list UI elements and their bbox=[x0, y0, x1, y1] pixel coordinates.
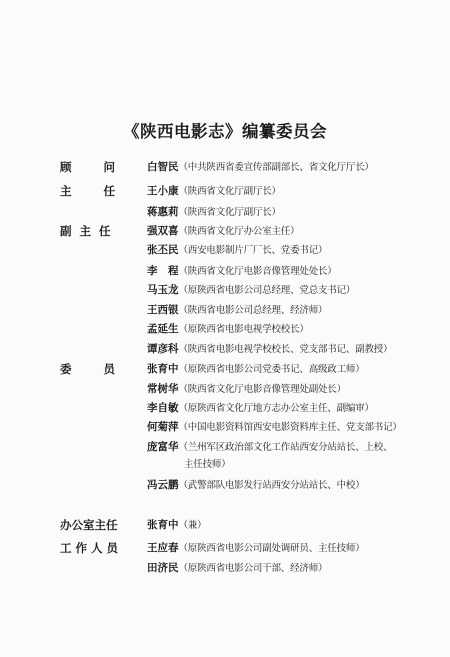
entry-note: （原陕西省电影公司干部、经济师） bbox=[178, 563, 328, 574]
entry-name: 李自敏 bbox=[147, 402, 179, 414]
committee-entry bbox=[147, 382, 346, 397]
entry-name: 蒋惠莉 bbox=[147, 206, 179, 218]
entry-name: 张育中 bbox=[147, 519, 179, 531]
entry-name: 谭彦科 bbox=[147, 343, 179, 355]
committee-entry bbox=[147, 440, 392, 455]
committee-entry bbox=[147, 160, 374, 175]
entry-note: （陕西省文化厅电影音像管理处处长） bbox=[178, 266, 337, 277]
entry-name: 王小康 bbox=[147, 185, 179, 197]
entry-note: （原陕西省电影公司总经理、党总支书记） bbox=[178, 285, 356, 296]
entry-name: 王西银 bbox=[147, 304, 179, 316]
entry-note: （西安电影制片厂厂长、党委书记） bbox=[178, 245, 328, 256]
entry-note: （中共陕西省委宣传部副部长、省文化厅厅长） bbox=[178, 162, 374, 173]
committee-entry bbox=[147, 362, 365, 377]
committee-entry bbox=[147, 322, 309, 337]
role-staff: 工 作 人 员 bbox=[60, 541, 119, 555]
entry-note: （中国电影资料馆西安电影资料库主任、党支部书记） bbox=[178, 422, 402, 433]
page-title: 《陕西电影志》编纂委员会 bbox=[123, 122, 327, 141]
role-deputy-director: 副 主 任 bbox=[60, 224, 111, 238]
entry-note: （陕西省电影电视学校校长、党支部书记、副教授） bbox=[178, 344, 393, 355]
role-advisor: 顾 问 bbox=[60, 160, 116, 174]
committee-entry bbox=[147, 420, 402, 435]
entry-note: （兰州军区政治部文化工作站西安分站站长、上校、 bbox=[178, 442, 393, 453]
entry-note: （陕西省电影公司总经理、经济师） bbox=[178, 305, 328, 316]
entry-name: 强双喜 bbox=[147, 225, 179, 237]
entry-name: 冯云鹏 bbox=[147, 479, 179, 491]
entry-name: 李 程 bbox=[147, 265, 179, 277]
entry-name: 常树华 bbox=[147, 383, 179, 395]
committee-entry bbox=[147, 264, 337, 279]
entry-note: （原陕西省电影公司副处调研员、主任技师） bbox=[178, 543, 365, 554]
committee-entry bbox=[147, 243, 327, 258]
committee-entry bbox=[147, 184, 281, 199]
entry-name: 马玉龙 bbox=[147, 284, 179, 296]
committee-entry bbox=[147, 401, 374, 416]
entry-name: 白智民 bbox=[147, 161, 179, 173]
entry-note: （武警部队电影发行站西安分站站长、中校） bbox=[178, 480, 365, 491]
entry-name: 王应春 bbox=[147, 542, 179, 554]
committee-entry bbox=[147, 342, 392, 357]
committee-entry bbox=[147, 541, 365, 556]
role-office-head: 办公室主任 bbox=[60, 518, 118, 532]
entry-name: 田济民 bbox=[147, 562, 179, 574]
committee-entry bbox=[147, 224, 299, 239]
entry-note: （陕西省文化厅办公室主任） bbox=[178, 226, 300, 237]
committee-entry bbox=[147, 561, 327, 576]
entry-note: （原陕西省电影公司党委书记、高级政工师） bbox=[178, 364, 365, 375]
role-member: 委 员 bbox=[60, 362, 116, 376]
committee-entry bbox=[147, 303, 327, 318]
entry-note: （兼） bbox=[178, 520, 207, 531]
entry-name: 何菊萍 bbox=[147, 421, 179, 433]
committee-entry bbox=[147, 283, 355, 298]
entry-note: （原陕西省文化厅地方志办公室主任、副编审） bbox=[178, 403, 374, 414]
entry-note-continuation: 主任技师） bbox=[184, 459, 231, 470]
role-director: 主 任 bbox=[60, 184, 116, 198]
entry-note: （原陕西省电影电视学校校长） bbox=[178, 324, 309, 335]
committee-entry bbox=[147, 478, 365, 493]
entry-note: （陕西省文化厅电影音像管理处副处长） bbox=[178, 384, 346, 395]
entry-note: （陕西省文化厅副厅长） bbox=[178, 186, 281, 197]
entry-name: 张育中 bbox=[147, 363, 179, 375]
entry-note: （陕西省文化厅副厅长） bbox=[178, 207, 281, 218]
committee-entry bbox=[147, 205, 281, 220]
committee-entry bbox=[147, 518, 206, 533]
entry-name: 张丕民 bbox=[147, 244, 179, 256]
entry-name: 庞富华 bbox=[147, 441, 179, 453]
entry-name: 孟延生 bbox=[147, 323, 179, 335]
